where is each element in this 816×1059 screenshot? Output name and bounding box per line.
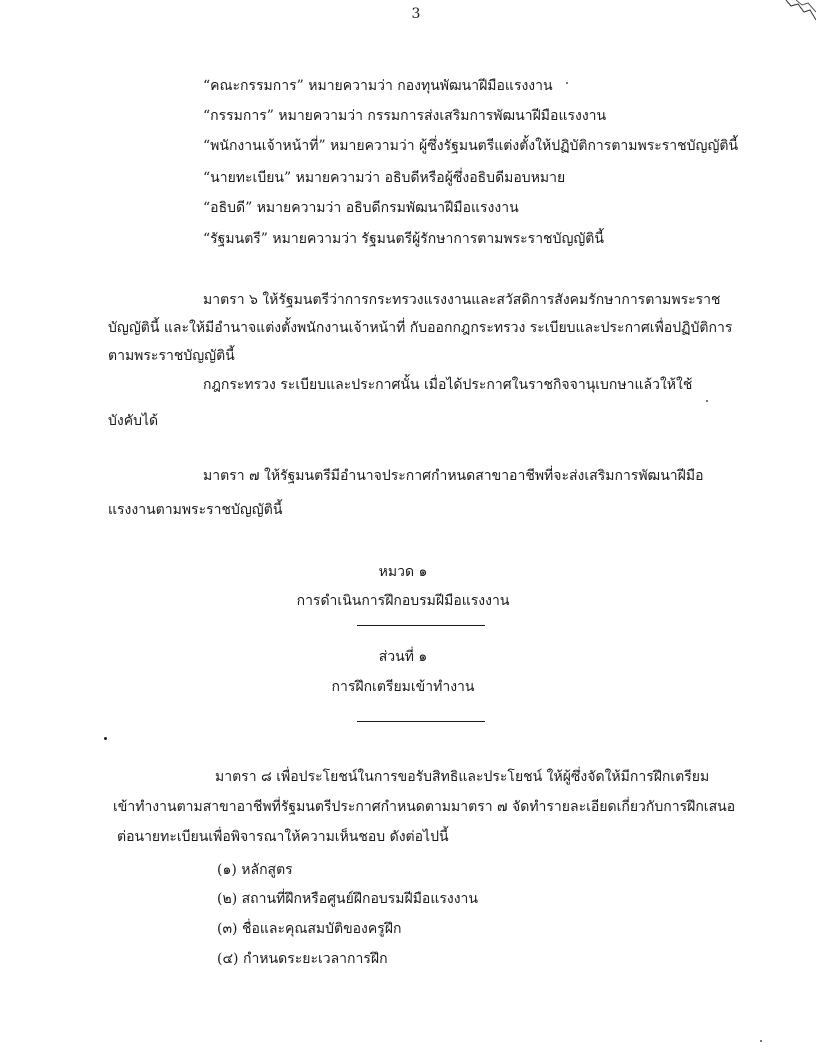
- list-item: (๔) กำหนดระยะเวลาการฝึก: [217, 951, 388, 967]
- section-6-line-4: กฎกระทรวง ระเบียบและประกาศนั้น เมื่อได้ประกาศในราชกิจจานุเบกษาแล้วให้ใช้: [203, 377, 693, 393]
- page-number: 3: [411, 6, 421, 22]
- list-item: (๓) ชื่อและคุณสมบัติของครูฝึก: [217, 921, 402, 937]
- definition-official: “พนักงานเจ้าหน้าที่” หมายความว่า ผู้ซึ่งรัฐมนตรีแต่งตั้งให้ปฏิบัติการตามพระราชบัญญัตินี้: [203, 138, 739, 154]
- section-6-line-1: มาตรา ๖ ให้รัฐมนตรีว่าการกระทรวงแรงงานและสวัสดิการสังคมรักษาการตามพระราช: [203, 292, 721, 308]
- definition-member: “กรรมการ” หมายความว่า กรรมการส่งเสริมการพัฒนาฝีมือแรงงาน: [203, 108, 607, 124]
- part-title: การฝึกเตรียมเข้าทำงาน: [331, 679, 475, 695]
- definition-registrar: “นายทะเบียน” หมายความว่า อธิบดีหรือผู้ซึ่งอธิบดีมอบหมาย: [203, 170, 566, 186]
- definition-director-general: “อธิบดี” หมายความว่า อธิบดีกรมพัฒนาฝีมือแรงงาน: [203, 200, 519, 216]
- section-8-line-2: เข้าทำงานตามสาขาอาชีพที่รัฐมนตรีประกาศกำหนดตามมาตรา ๗ จัดทำรายละเอียดเกี่ยวกับการฝึกเสนอ: [113, 799, 736, 815]
- part-divider: [357, 721, 485, 722]
- scan-speck: [760, 1040, 762, 1042]
- section-6-line-2: บัญญัตินี้ และให้มีอำนาจแต่งตั้งพนักงานเจ้าหน้าที่ กับออกกฎกระทรวง ระเบียบและประกาศเพื่อปฏิบัติการ: [108, 320, 733, 336]
- section-6-line-3: ตามพระราชบัญญัตินี้: [108, 348, 235, 364]
- definition-committee: “คณะกรรมการ” หมายความว่า กองทุนพัฒนาฝีมือแรงงาน: [203, 78, 553, 94]
- scan-speck: [566, 82, 568, 84]
- section-7-line-2: แรงงานตามพระราชบัญญัตินี้: [108, 502, 283, 518]
- part-label: ส่วนที่ ๑: [378, 649, 428, 665]
- scan-speck: [706, 400, 708, 402]
- section-7-line-1: มาตรา ๗ ให้รัฐมนตรีมีอำนาจประกาศกำหนดสาขาอาชีพที่จะส่งเสริมการพัฒนาฝีมือ: [203, 468, 704, 484]
- section-8-line-3: ต่อนายทะเบียนเพื่อพิจารณาให้ความเห็นชอบ ดังต่อไปนี้: [117, 829, 449, 845]
- section-8-line-1: มาตรา ๘ เพื่อประโยชน์ในการขอรับสิทธิและประโยชน์ ให้ผู้ซึ่งจัดให้มีการฝึกเตรียม: [215, 769, 710, 785]
- chapter-divider: [357, 625, 485, 626]
- list-item: (๑) หลักสูตร: [217, 862, 293, 878]
- section-6-line-5: บังคับได้: [108, 413, 159, 429]
- chapter-title: การดำเนินการฝึกอบรมฝีมือแรงงาน: [296, 593, 510, 609]
- scan-dot: [104, 737, 107, 740]
- chapter-label: หมวด ๑: [378, 564, 428, 580]
- list-item: (๒) สถานที่ฝึกหรือศูนย์ฝึกอบรมฝีมือแรงงาน: [217, 891, 478, 907]
- definition-minister: “รัฐมนตรี” หมายความว่า รัฐมนตรีผู้รักษาการตามพระราชบัญญัตินี้: [203, 231, 604, 247]
